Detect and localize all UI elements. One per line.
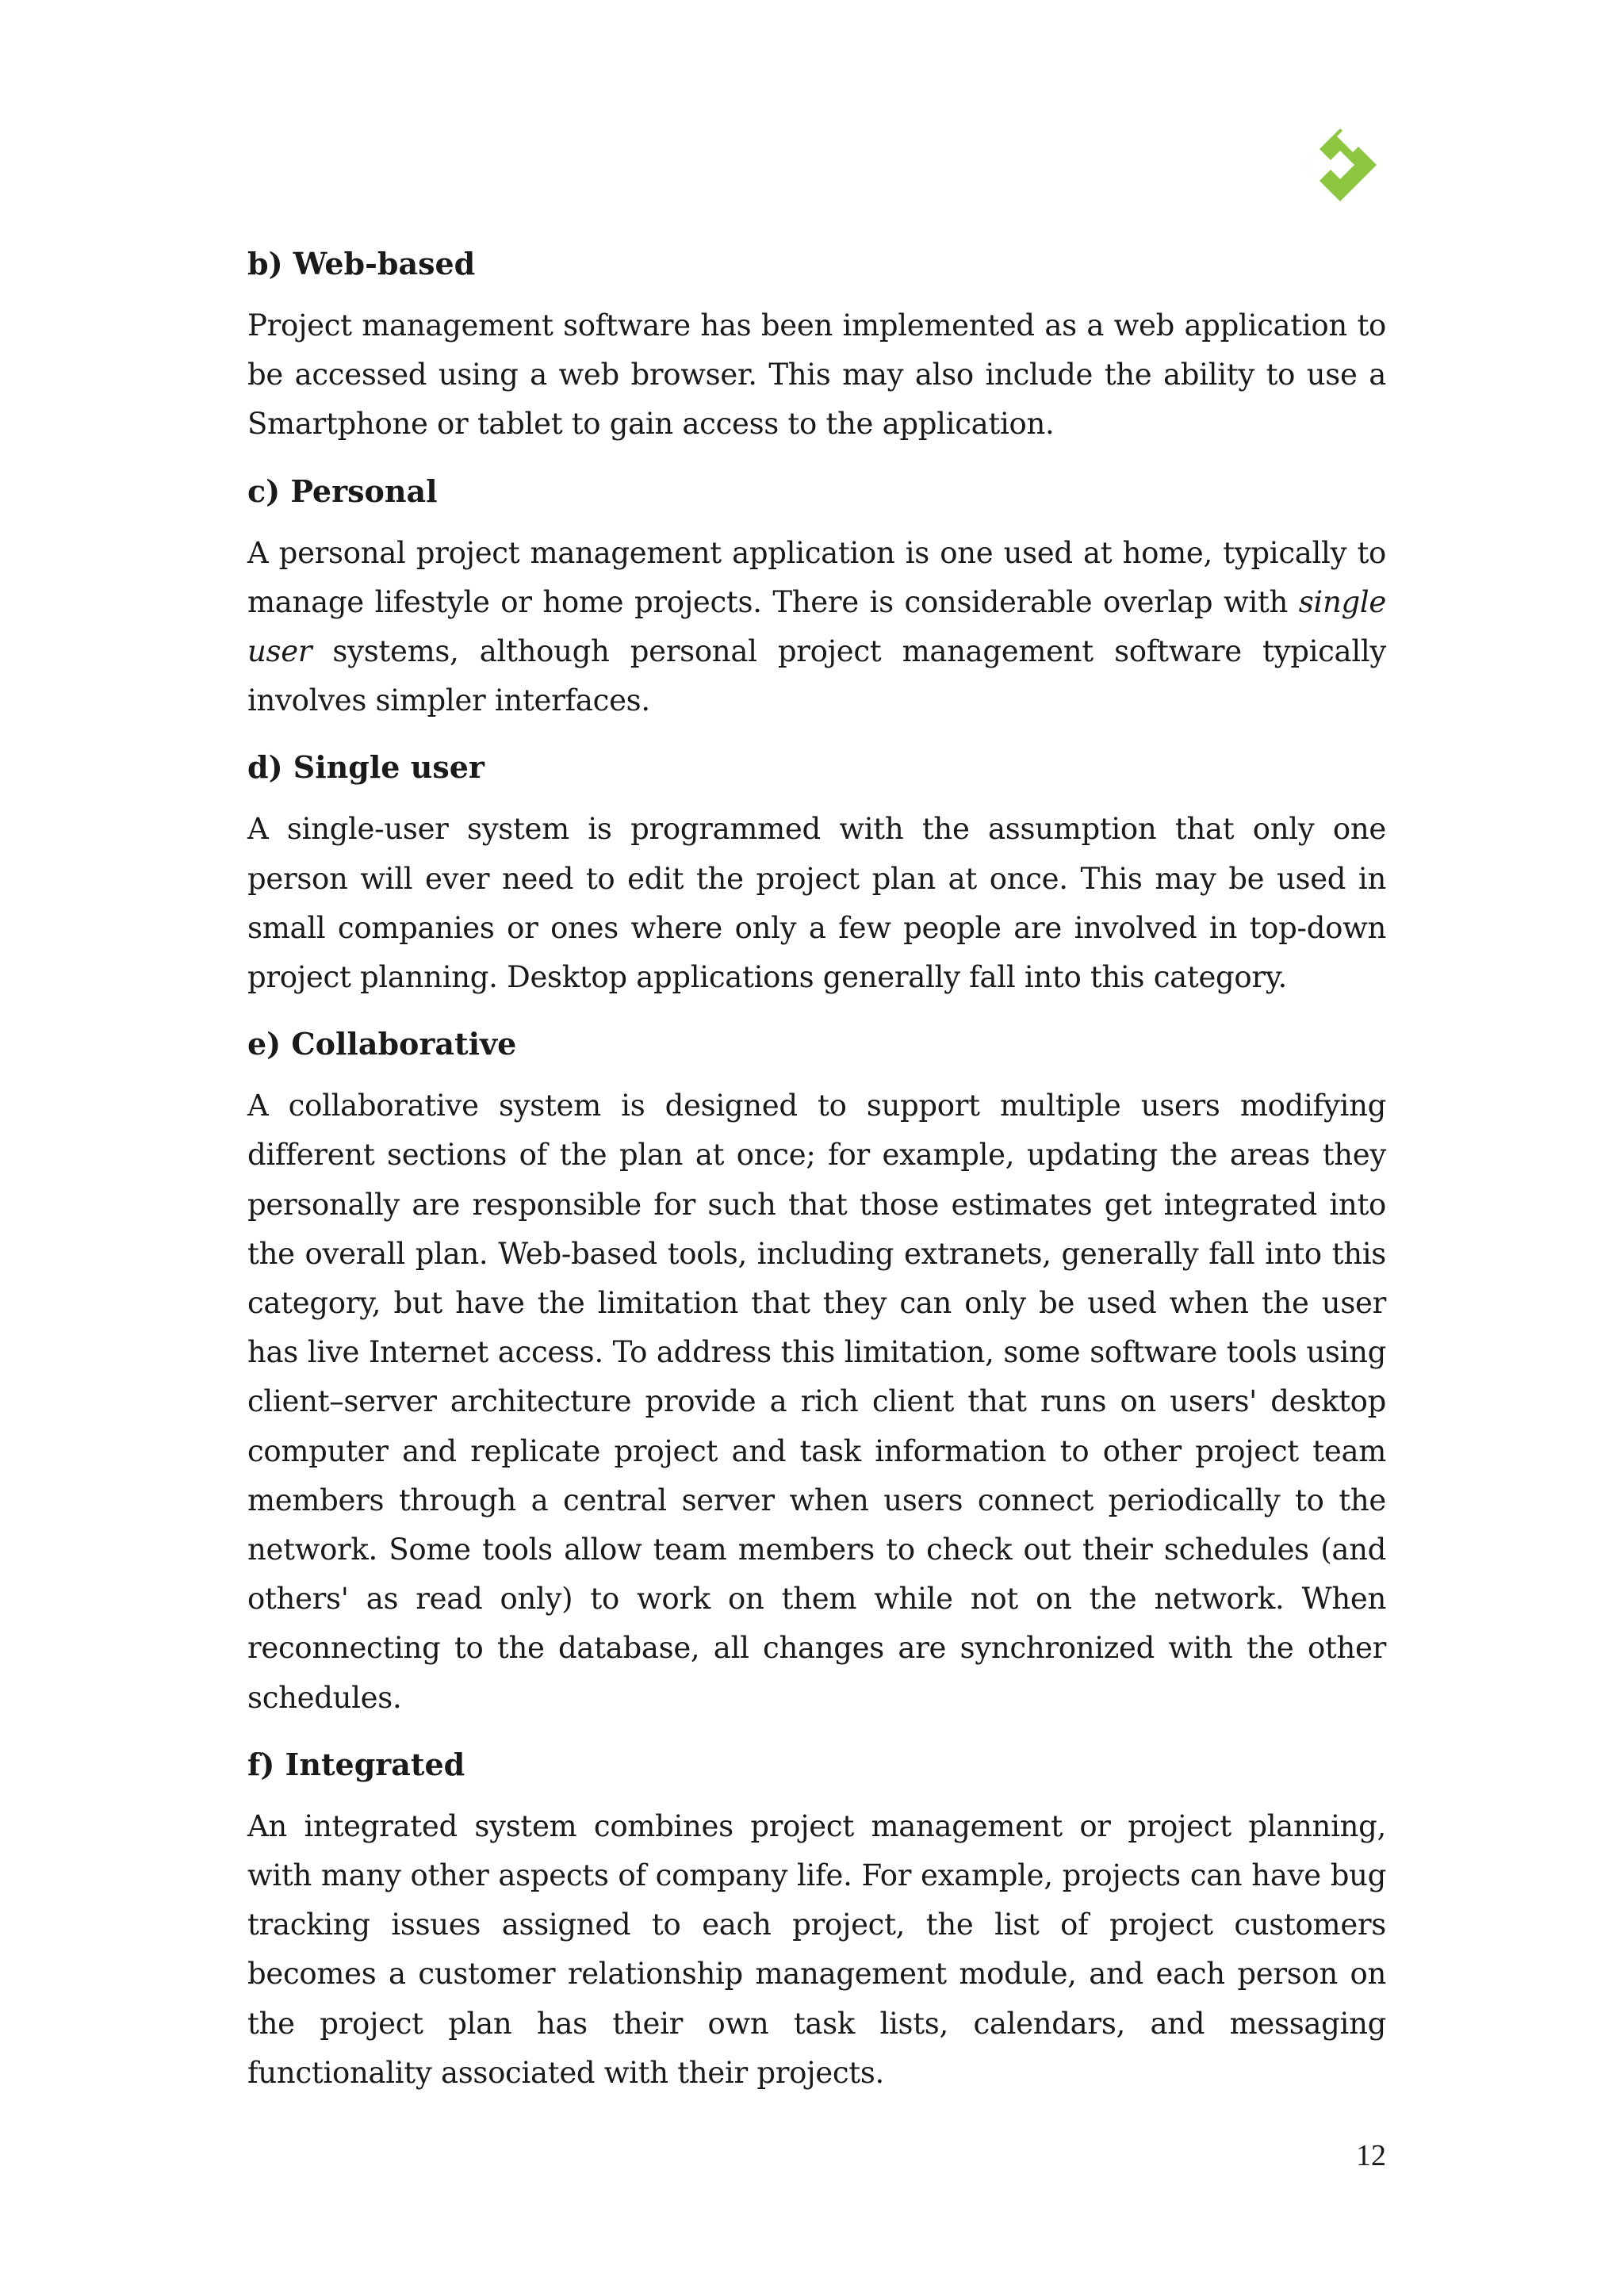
paragraph-text: systems, although personal project management software typically involves simpler interfaces. <box>247 634 1386 718</box>
section-heading-web-based: b) Web-based <box>247 246 476 281</box>
green-diamond-logo-icon <box>1300 125 1380 205</box>
section-paragraph-single-user: A single-user system is programmed with the assumption that only one person will ever need to edit the project plan at once. This may be used in small companies or ones where only a few people are involved in top-down project planning. Desktop applications generally fall into this category. <box>247 812 1386 995</box>
paragraph-text: A personal project management application is one used at home, typically to manage lifestyle or home projects. There is considerable overlap with <box>247 535 1386 619</box>
section-paragraph-personal <box>247 529 1386 726</box>
page-number: 12 <box>1356 2139 1386 2172</box>
document-body <box>247 239 1386 2115</box>
italic-term: single user <box>247 584 1386 669</box>
section-heading-integrated: f) Integrated <box>247 1746 465 1782</box>
section-paragraph-web-based: Project management software has been implemented as a web application to be accessed using a web browser. This may also include the ability to use a Smartphone or tablet to gain access to the application. <box>247 308 1386 442</box>
section-paragraph-collaborative: A collaborative system is designed to support multiple users modifying different sections of the plan at once; for example, updating the areas they personally are responsible for such that those estimates get integrated into the overall plan. Web-based tools, including extranets, generally fall into this category, but have the limitation that they can only be used when the user has live Internet access. To address this limitation, some software tools using client–server architecture provide a rich client that runs on users' desktop computer and replicate project and task information to other project team members through a central server when users connect periodically to the network. Some tools allow team members to check out their schedules (and others' as read only) to work on them while not on the network. When reconnecting to the database, all changes are synchronized with the other schedules. <box>247 1089 1386 1715</box>
section-heading-collaborative: e) Collaborative <box>247 1026 517 1062</box>
section-paragraph-integrated: An integrated system combines project management or project planning, with many other aspects of company life. For example, projects can have bug tracking issues assigned to each project, the list of project customers becomes a customer relationship management module, and each person on the project plan has their own task lists, calendars, and messaging functionality associated with their projects. <box>247 1808 1386 2090</box>
section-heading-personal: c) Personal <box>247 473 438 509</box>
section-heading-single-user: d) Single user <box>247 749 485 786</box>
